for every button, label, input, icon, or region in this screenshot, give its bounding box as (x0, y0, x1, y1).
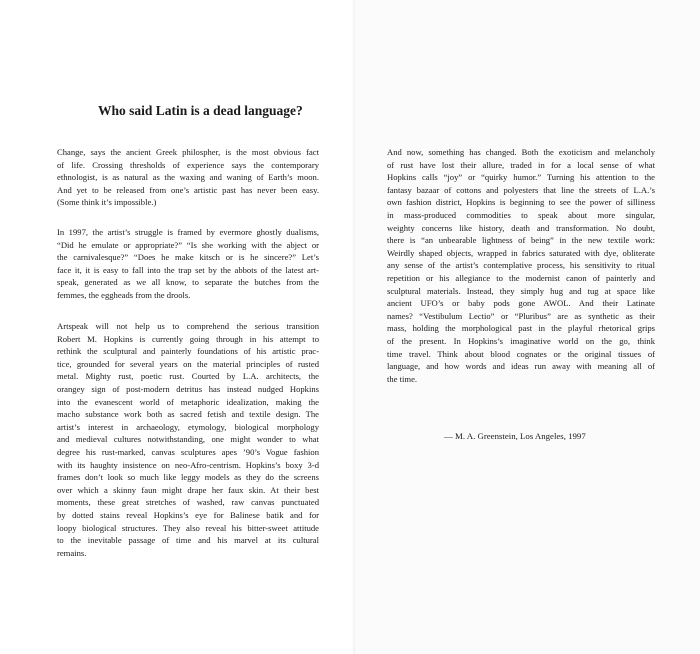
text-line: into the evanescent world of metaphoric idealization, making the (57, 396, 319, 407)
text-line: time travel. Think about blood cognates or the original tissues of (387, 348, 655, 359)
text-line: loopy biological structures. They also reveal his bitter-sweet attitude (57, 522, 319, 533)
left-paragraph-1 (57, 146, 319, 209)
text-line: speak, generated as we all know, to separate the butches from the (57, 277, 319, 288)
text-line: fantasy bazaar of cottons and polyesters that line the streets of L.A.’s (387, 184, 655, 195)
text-line: Hopkins calls “joy” or “quirky humor.” Turning his attention to the (387, 172, 655, 183)
text-line: the time. (387, 373, 418, 384)
text-line: there is “an unbearable lightness of being” in the new textile work: (387, 235, 655, 246)
text-line: frames don’t look so much like leggy models as they do the screens (57, 472, 319, 483)
text-line: “Did he emulate or appropriate?” “Is she working with the abject or (57, 239, 319, 250)
text-line: orangey sign of post-modern detritus has instead nudged Hopkins (57, 383, 319, 394)
text-line: by dotted stains reveal Hopkins’s eye for Balinese batik and for (57, 509, 319, 520)
text-line: weighty concerns like history, death and transformation. No doubt, (387, 222, 655, 233)
text-line: language, and how words and ideas run away with meaning all of (387, 361, 655, 372)
text-line: femmes, the eggheads from the drools. (57, 289, 191, 300)
text-line: with its haughty insistence on neo-Afro-centrism. Hopkins’s boxy 3-d (57, 459, 319, 470)
text-line: degree his rust-marked, canvas sculptures apes ’90’s Vogue fashion (57, 446, 319, 457)
text-line: over which a skinny faun might drape her faux skin. At their best (57, 484, 319, 495)
author-signature: — M. A. Greenstein, Los Angeles, 1997 (444, 431, 586, 441)
text-line: macho substance work both as sacred fetish and textile design. The (57, 409, 319, 420)
text-line: any sense of the artist’s contemplative process, his sensitivity to ritual (387, 260, 655, 271)
left-paragraph-3 (57, 320, 319, 559)
text-line: sculptural materials. Instead, they simply hug and tug at space like (387, 285, 655, 296)
text-line: names? “Vestibulum Lectio” or “Pluribus” are as synthetic as their (387, 310, 655, 321)
text-line: to the inevitable passage of time and his marvel at its cultural (57, 535, 319, 546)
text-line: own fashion district, Hopkins is beginning to see the power of silliness (387, 197, 655, 208)
text-line: metal. Mighty rust, poetic rust. Courted by L.A. architects, the (57, 371, 319, 382)
text-line: of the present. In Hopkins’s imaginative world on the go, think (387, 335, 655, 346)
text-line: Robert M. Hopkins is currently going through in his attempt to (57, 333, 319, 344)
left-paragraph-2 (57, 226, 319, 302)
text-line: In 1997, the artist’s struggle is framed by evermore ghostly dualisms, (57, 227, 319, 237)
text-line: moments, these great stretches of washed, raw canvas punctuated (57, 497, 319, 508)
text-line: (Some think it’s impossible.) (57, 197, 157, 208)
text-line: and medieval cultures notwithstanding, one might wonder to what (57, 434, 319, 445)
text-line: in mass-produced commodities to speak about more singular, (387, 209, 655, 220)
text-line: Artspeak will not help us to comprehend the serious transition (57, 321, 319, 331)
text-line: ethnologist, is as natural as the waxing and waning of Earth’s moon. (57, 172, 319, 183)
text-line: Change, says the ancient Greek philospher, is the most obvious fact (57, 147, 319, 157)
text-line: Weirdly shaped objects, wrapped in fabrics saturated with dye, obliterate (387, 247, 655, 258)
text-line: face it, it is easy to fall into the trap set by the abbots of the latest art- (57, 264, 319, 275)
text-line: And yet to be released from one’s artistic past has never been easy. (57, 184, 319, 195)
text-line: repetition or his allegiance to the modernist canon of painterly and (387, 272, 655, 283)
text-line: remains. (57, 547, 87, 558)
text-line: artist’s interest in archaeology, etymology, biological morphology (57, 421, 319, 432)
right-page (355, 0, 700, 654)
text-line: rethink the sculptural and painterly foundations of his artistic prac- (57, 346, 319, 357)
text-line: of rust have lost their allure, traded in for a local sense of what (387, 159, 655, 170)
text-line: of life. Crossing thresholds of experience says the contemporary (57, 159, 319, 170)
text-line: mass, holding the morphological past in the playful rhetorical grips (387, 323, 655, 334)
text-line: tice, grounded for several years on the material principles of rusted (57, 358, 319, 369)
right-paragraph-1 (387, 146, 655, 385)
text-line: the carnivalesque?” “Does he make kitsch or is he sincere?” Let’s (57, 252, 319, 263)
text-line: ancient UFO’s or baby pods gone AWOL. And their Latinate (387, 298, 655, 309)
essay-title: Who said Latin is a dead language? (98, 103, 303, 118)
text-line: And now, something has changed. Both the exoticism and melancholy (387, 147, 655, 157)
